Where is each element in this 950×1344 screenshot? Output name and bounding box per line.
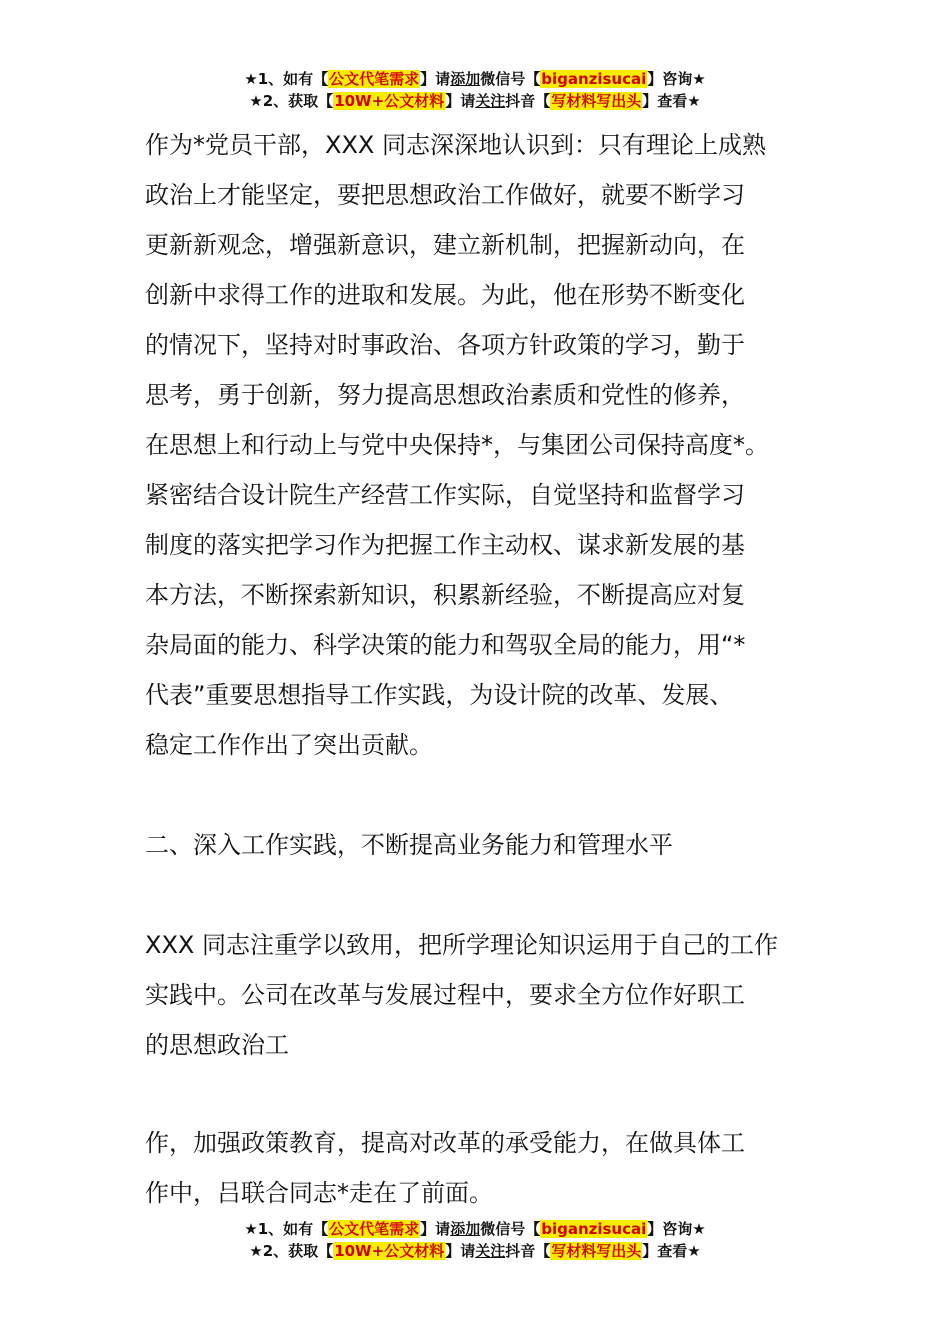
promo-text: ★1、如有【 — [244, 1220, 329, 1238]
promo-text: 微信号【 — [480, 1220, 541, 1238]
text-line: 杂局面的能力、科学决策的能力和驾驭全局的能力，用“* — [145, 631, 746, 659]
promo-text: 抖音【 — [505, 1242, 551, 1260]
text-line: 更新新观念，增强新意识，建立新机制，把握新动向，在 — [145, 231, 745, 259]
text-line: 的情况下，坚持对时事政治、各项方针政策的学习，勤于 — [145, 331, 745, 359]
promo-line-1 — [0, 68, 950, 90]
promo-underline: 添加 — [450, 70, 481, 88]
section-heading: 二、深入工作实践，不断提高业务能力和管理水平 — [145, 831, 673, 859]
document-body — [145, 120, 825, 1218]
text-line: XXX 同志注重学以致用，把所学理论知识运用于自己的工作 — [145, 931, 778, 959]
promo-text: 】请 — [445, 1242, 476, 1260]
promo-line-2 — [0, 1240, 950, 1262]
text-line: 作为*党员干部，XXX 同志深深地认识到：只有理论上成熟 — [145, 131, 766, 159]
promo-text: 】查看★ — [642, 92, 701, 110]
promo-text: 】查看★ — [642, 1242, 701, 1260]
text-line: 稳定工作作出了突出贡献。 — [145, 731, 433, 759]
promo-text: 】咨询★ — [647, 70, 706, 88]
text-line: 制度的落实把学习作为把握工作主动权、谋求新发展的基 — [145, 531, 745, 559]
promo-highlight: 公文代笔需求 — [329, 1220, 420, 1238]
header-promo-banner — [0, 68, 950, 112]
promo-text: 抖音【 — [505, 92, 551, 110]
text-line: 的思想政治工 — [145, 1031, 289, 1059]
text-line: 实践中。公司在改革与发展过程中，要求全方位作好职工 — [145, 981, 745, 1009]
promo-line-1 — [0, 1218, 950, 1240]
paragraph-2 — [145, 920, 825, 1070]
promo-text: 】请 — [445, 92, 476, 110]
promo-text: 微信号【 — [480, 70, 541, 88]
promo-text: ★2、获取【 — [249, 1242, 334, 1260]
promo-text: 】咨询★ — [647, 1220, 706, 1238]
text-line: 政治上才能坚定，要把思想政治工作做好，就要不断学习 — [145, 181, 745, 209]
promo-douyin-id: 写材料写出头 — [551, 92, 642, 110]
text-line: 作中，吕联合同志*走在了前面。 — [145, 1179, 493, 1207]
paragraph-3 — [145, 1118, 825, 1218]
text-line: 思考，勇于创新，努力提高思想政治素质和党性的修养， — [145, 381, 745, 409]
promo-underline: 添加 — [450, 1220, 481, 1238]
promo-underline: 关注 — [475, 1242, 506, 1260]
promo-highlight: 公文代笔需求 — [329, 70, 420, 88]
text-line: 紧密结合设计院生产经营工作实际，自觉坚持和监督学习 — [145, 481, 745, 509]
promo-wechat-id: biganzisucai — [541, 70, 647, 88]
promo-text: 】请 — [420, 70, 451, 88]
promo-underline: 关注 — [475, 92, 506, 110]
text-line: 作，加强政策教育，提高对改革的承受能力，在做具体工 — [145, 1129, 745, 1157]
text-line: 创新中求得工作的进取和发展。为此，他在形势不断变化 — [145, 281, 745, 309]
promo-wechat-id: biganzisucai — [541, 1220, 647, 1238]
promo-text: ★2、获取【 — [249, 92, 334, 110]
promo-text: 】请 — [420, 1220, 451, 1238]
paragraph-1 — [145, 120, 825, 770]
footer-promo-banner — [0, 1218, 950, 1262]
text-line: 代表”重要思想指导工作实践，为设计院的改革、发展、 — [145, 681, 734, 709]
promo-highlight: 10W+公文材料 — [334, 1242, 445, 1260]
promo-text: ★1、如有【 — [244, 70, 329, 88]
promo-line-2 — [0, 90, 950, 112]
text-line: 本方法，不断探索新知识，积累新经验，不断提高应对复 — [145, 581, 745, 609]
promo-douyin-id: 写材料写出头 — [551, 1242, 642, 1260]
promo-highlight: 10W+公文材料 — [334, 92, 445, 110]
text-line: 在思想上和行动上与党中央保持*，与集团公司保持高度*。 — [145, 431, 769, 459]
